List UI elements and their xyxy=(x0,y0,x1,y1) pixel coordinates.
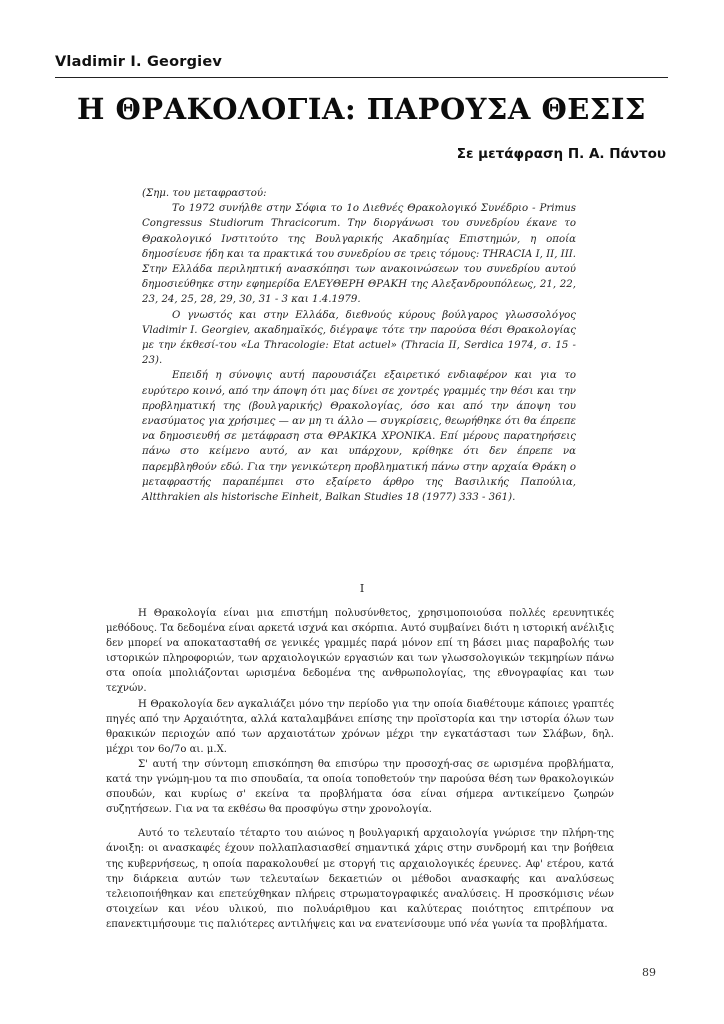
note-paragraph: Το 1972 συνήλθε στην Σόφια το 1ο Διεθνές Θρακολογικό Συνέδριο - Primus Congressus Studiorum Thracicorum. Την διοργάνωσι του συνεδρίου έκανε το Θρακολογικό Ινστιτούτο της Βουλγαρικής Ακαδημίας Επιστημών, η οποία δημοσίευσε ήδη και τα πρακτικά του συνεδρίου σε τρεις τόμους: THRACIA I, II, III. Στην Ελλάδα περιληπτική ανασκόπησι των ανακοινώσεων του συνεδρίου αυτού δημοσιεύθηκε στην εφημερίδα ΕΛΕΥΘΕΡΗ ΘΡΑΚΗ της Αλεξανδρουπόλεως, 21, 22, 23, 24, 25, 28, 29, 30, 31 - 3 και 1.4.1979. xyxy=(142,203,576,306)
body-paragraph: Η Θρακολογία είναι μια επιστήμη πολυσύνθετος, χρησιμοποιούσα πολλές ερευνητικές μεθόδους. Τα δεδομένα είναι αρκετά ισχνά και σκόρπια. Αυτό συμβαίνει διότι η ιστορική ανέλιξις δεν μπορεί να αποκατασταθή σε γενικές γραμμές παρά μόνον επί τη βάσει μιας παραβολής των ιστορικών πληροφοριών, των αρχαιολογικών εργασιών και των γλωσσολογικών τεκμηρίων πάνω στα οποία μπολιάζονται ωρισμένα δεδομένα της ανθρωπολογίας, της εθνογραφίας και των τεχνών. xyxy=(106,608,614,695)
body-paragraph: Η Θρακολογία δεν αγκαλιάζει μόνο την περίοδο για την οποία διαθέτουμε κάποιες γραπτές πηγές από την Αρχαιότητα, αλλά καταλαμβάνει επίσης την προϊστορία και την ιστορία όλων των θρακικών περιοχών από των αρχαιοτάτων χρόνων μέχρι την εγκατάστασι των Σλάβων, δηλ. μέχρι τον 6ο/7ο αι. μ.Χ. xyxy=(106,698,614,755)
page-number: 89 xyxy=(642,966,656,979)
translator-credit: Σε μετάφραση Π. Α. Πάντου xyxy=(456,146,666,162)
section-number: I xyxy=(359,582,365,595)
note-opening: (Σημ. του μεταφραστού: xyxy=(142,188,267,199)
author-name: Vladimir I. Georgiev xyxy=(55,54,223,70)
body-text xyxy=(106,606,614,932)
body-paragraph: Σ' αυτή την σύντομη επισκόπηση θα επισύρω την προσοχή-σας σε ωρισμένα προβλήματα, κατά την γνώμη-μου τα πιο σπουδαία, τα οποία τοποθετούν την παρούσα θέση των θρακολογικών σπουδών, και κυρίως σ' εκείνα τα προβλήματα όσα είναι σήμερα αντικείμενο ζωηρών συζητήσεων. Για να τα εκθέσω θα προσφύγω στην χρονολογία. xyxy=(106,758,614,816)
body-paragraph: Αυτό το τελευταίο τέταρτο του αιώνος η βουλγαρική αρχαιολογία γνώρισε την πλήρη-της άνοιξη: οι ανασκαφές έχουν πολλαπλασιασθεί σημαντικά χάρις στην συνδρομή και την βοήθεια της κυβερνήσεως, η οποία παρακολουθεί με στοργή τις αρχαιολογικές έρευνες. Αφ' ετέρου, κατά την διάρκεια αυτών των τελευταίων δεκαετιών οι μέθοδοι ανασκαφής και αναλύσεως τελειοποιήθηκαν και επετεύχθηκαν πλήρεις στρωματογραφικές αναλύσεις. Η προσκόμισις νέων στοιχείων και νέου υλικού, πιο πολυάριθμου και καλύτερας ποιότητος επιτρέπουν να επανεκτιμήσουμε τις παλιότερες αντιλήψεις και να ενατενίσουμε υπό νέα γωνία τα προβλήματα. xyxy=(106,828,614,930)
author-divider xyxy=(55,77,668,78)
article-title: Η ΘΡΑΚΟΛΟΓΙΑ: ΠΑΡΟΥΣΑ ΘΕΣΙΣ xyxy=(77,92,646,126)
translator-note xyxy=(142,186,576,505)
note-paragraph: Ο γνωστός και στην Ελλάδα, διεθνούς κύρους βούλγαρος γλωσσολόγος Vladimir I. Georgiev, ακαδημαϊκός, διέγραψε τότε την παρούσα θέσι Θρακολογίας με την έκθεσί-του «La Thracologie: Etat actuel» (Thracia II, Serdica 1974, σ. 15 - 23). xyxy=(142,309,576,367)
note-paragraph: Επειδή η σύνοψις αυτή παρουσιάζει εξαιρετικό ενδιαφέρον και για το ευρύτερο κοινό, από την άποψη ότι μας δίνει σε χοντρές γραμμές την θέσι και την προβληματική της (βουλγαρικής) Θρακολογίας, όσο και από την άποψη του ενασύματος για χρήσιμες — αν μη τι άλλο — συγκρίσεις, θεωρήθηκε ότι θα έπρεπε να δημοσιευθή σε μετάφραση στα ΘΡΑΚΙΚΑ ΧΡΟΝΙΚΑ. Επί μέρους παρατηρήσεις πάνω στο κείμενο αυτό, αν και υπάρχουν, κρίθηκε ότι δεν έπρεπε να παρεμβληθούν εδώ. Για την γενικώτερη προβληματική πάνω στην αρχαία Θράκη ο μεταφραστής παραπέμπει στο εξαίρετο άρθρο της Βασιλικής Παπούλια, Altthrakien als historische Einheit, Balkan Studies 18 (1977) 333 - 361). xyxy=(142,370,576,504)
